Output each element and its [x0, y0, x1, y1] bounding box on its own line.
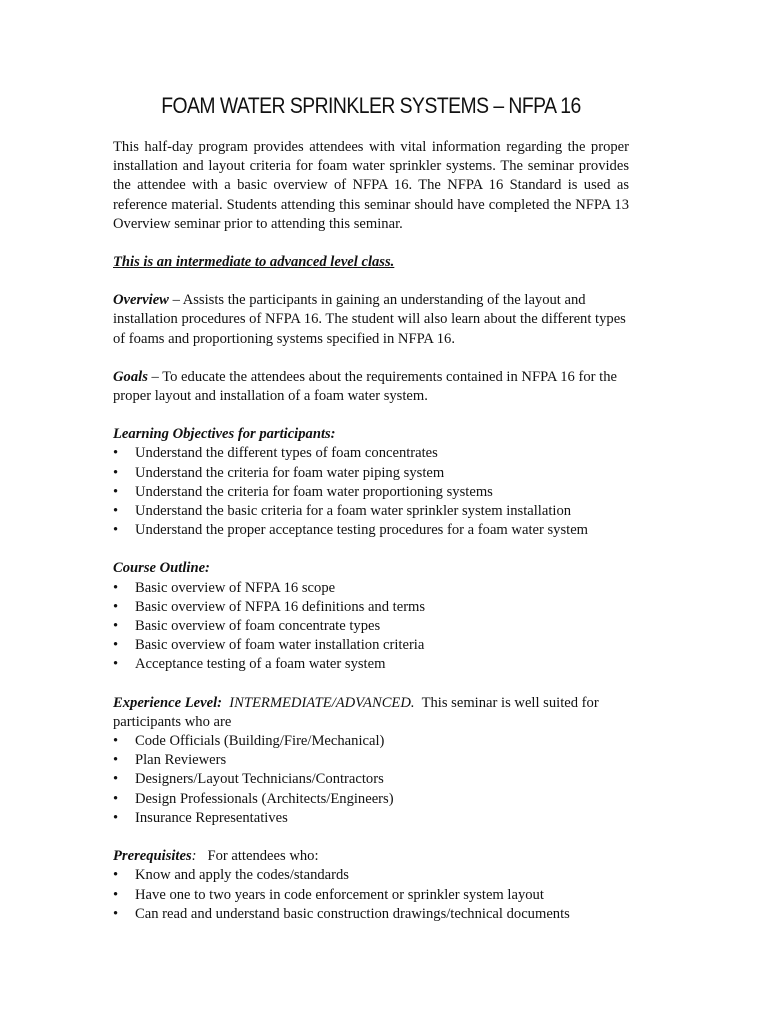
list-item [113, 483, 629, 502]
list-item-text: Designers/Layout Technicians/Contractors [135, 771, 384, 788]
list-item-text: Insurance Representatives [135, 809, 288, 826]
goals-paragraph [113, 368, 629, 406]
list-item [113, 809, 629, 828]
list-item [113, 579, 629, 598]
experience-list [113, 732, 629, 828]
learning-objectives-heading [113, 425, 629, 444]
list-item-text: Acceptance testing of a foam water system [135, 656, 386, 673]
list-item [113, 598, 629, 617]
experience-paragraph [113, 694, 629, 732]
list-item-text: Basic overview of NFPA 16 scope [135, 579, 336, 596]
bullet-icon: • [113, 522, 119, 539]
list-item-text: Can read and understand basic construction drawings/technical documents [135, 905, 570, 922]
list-item [113, 617, 629, 636]
list-item [113, 502, 629, 521]
experience-text: This seminar is well suited for participants who are [113, 694, 603, 730]
list-item [113, 770, 629, 789]
prerequisites-text: For attendees who: [196, 848, 319, 865]
prerequisites-colon: : [191, 848, 197, 865]
course-outline-heading-text: Course Outline: [113, 560, 210, 577]
course-outline-list [113, 579, 629, 675]
page-title: FOAM WATER SPRINKLER SYSTEMS – NFPA 16 [161, 93, 581, 118]
bullet-icon: • [113, 503, 119, 520]
bullet-icon: • [113, 579, 119, 596]
list-item-text: Code Officials (Building/Fire/Mechanical) [135, 733, 385, 750]
bullet-icon: • [113, 771, 119, 788]
bullet-icon: • [113, 483, 119, 500]
list-item-text: Know and apply the codes/standards [135, 867, 349, 884]
bullet-icon: • [113, 733, 119, 750]
bullet-icon: • [113, 886, 119, 903]
list-item-text: Understand the criteria for foam water piping system [135, 464, 445, 481]
list-item-text: Understand the basic criteria for a foam water sprinkler system installation [135, 503, 572, 520]
overview-text: – Assists the participants in gaining an understanding of the layout and installation procedures of NFPA 16. The student will also learn about the different types of foams and proportioning systems specified in NFPA 16. [113, 292, 626, 347]
bullet-icon: • [113, 618, 119, 635]
list-item-text: Understand the different types of foam concentrates [135, 445, 438, 462]
list-item-text: Plan Reviewers [135, 752, 227, 769]
list-item [113, 655, 629, 674]
intro-paragraph: This half-day program provides attendees with vital information regarding the proper installation and layout criteria for foam water sprinkler systems. The seminar provides the attendee with a basic overview of NFPA 16. The NFPA 16 Standard is used as reference material. Students attending this seminar should have completed the NFPA 13 Overview seminar prior to attending this seminar. [113, 139, 629, 232]
experience-label: Experience Level: [113, 694, 222, 711]
list-item [113, 790, 629, 809]
bullet-icon: • [113, 598, 119, 615]
bullet-icon: • [113, 445, 119, 462]
list-item-text: Basic overview of foam water installation criteria [135, 637, 425, 654]
prerequisites-list [113, 866, 629, 924]
level-note [113, 253, 629, 272]
list-item [113, 866, 629, 885]
overview-label: Overview [113, 292, 169, 309]
level-note-text: This is an intermediate to advanced level class. [113, 254, 395, 271]
bullet-icon: • [113, 464, 119, 481]
list-item-text: Basic overview of NFPA 16 definitions and terms [135, 598, 426, 615]
bullet-icon: • [113, 809, 119, 826]
bullet-icon: • [113, 905, 119, 922]
prerequisites-paragraph [113, 847, 629, 866]
bullet-icon: • [113, 867, 119, 884]
bullet-icon: • [113, 656, 119, 673]
document-page [113, 92, 629, 943]
list-item [113, 636, 629, 655]
bullet-icon: • [113, 637, 119, 654]
goals-text: – To educate the attendees about the requirements contained in NFPA 16 for the proper layout and installation of a foam water system. [113, 368, 617, 405]
list-item-text: Have one to two years in code enforcement or sprinkler system layout [135, 886, 544, 903]
list-item [113, 464, 629, 483]
list-item [113, 905, 629, 924]
learning-objectives-heading-text: Learning Objectives for participants: [113, 426, 336, 443]
bullet-icon: • [113, 752, 119, 769]
list-item-text: Basic overview of foam concentrate types [135, 618, 381, 635]
list-item-text: Understand the criteria for foam water proportioning systems [135, 483, 493, 500]
list-item [113, 751, 629, 770]
experience-value: INTERMEDIATE/ADVANCED. [222, 694, 415, 711]
overview-paragraph [113, 291, 629, 349]
list-item [113, 886, 629, 905]
list-item [113, 732, 629, 751]
list-item [113, 444, 629, 463]
prerequisites-label: Prerequisites [113, 848, 192, 865]
goals-label: Goals [113, 368, 148, 385]
bullet-icon: • [113, 790, 119, 807]
list-item [113, 521, 629, 540]
course-outline-heading [113, 559, 629, 578]
list-item-text: Understand the proper acceptance testing procedures for a foam water system [135, 522, 589, 539]
learning-objectives-list [113, 444, 629, 540]
list-item-text: Design Professionals (Architects/Engineers) [135, 790, 394, 807]
